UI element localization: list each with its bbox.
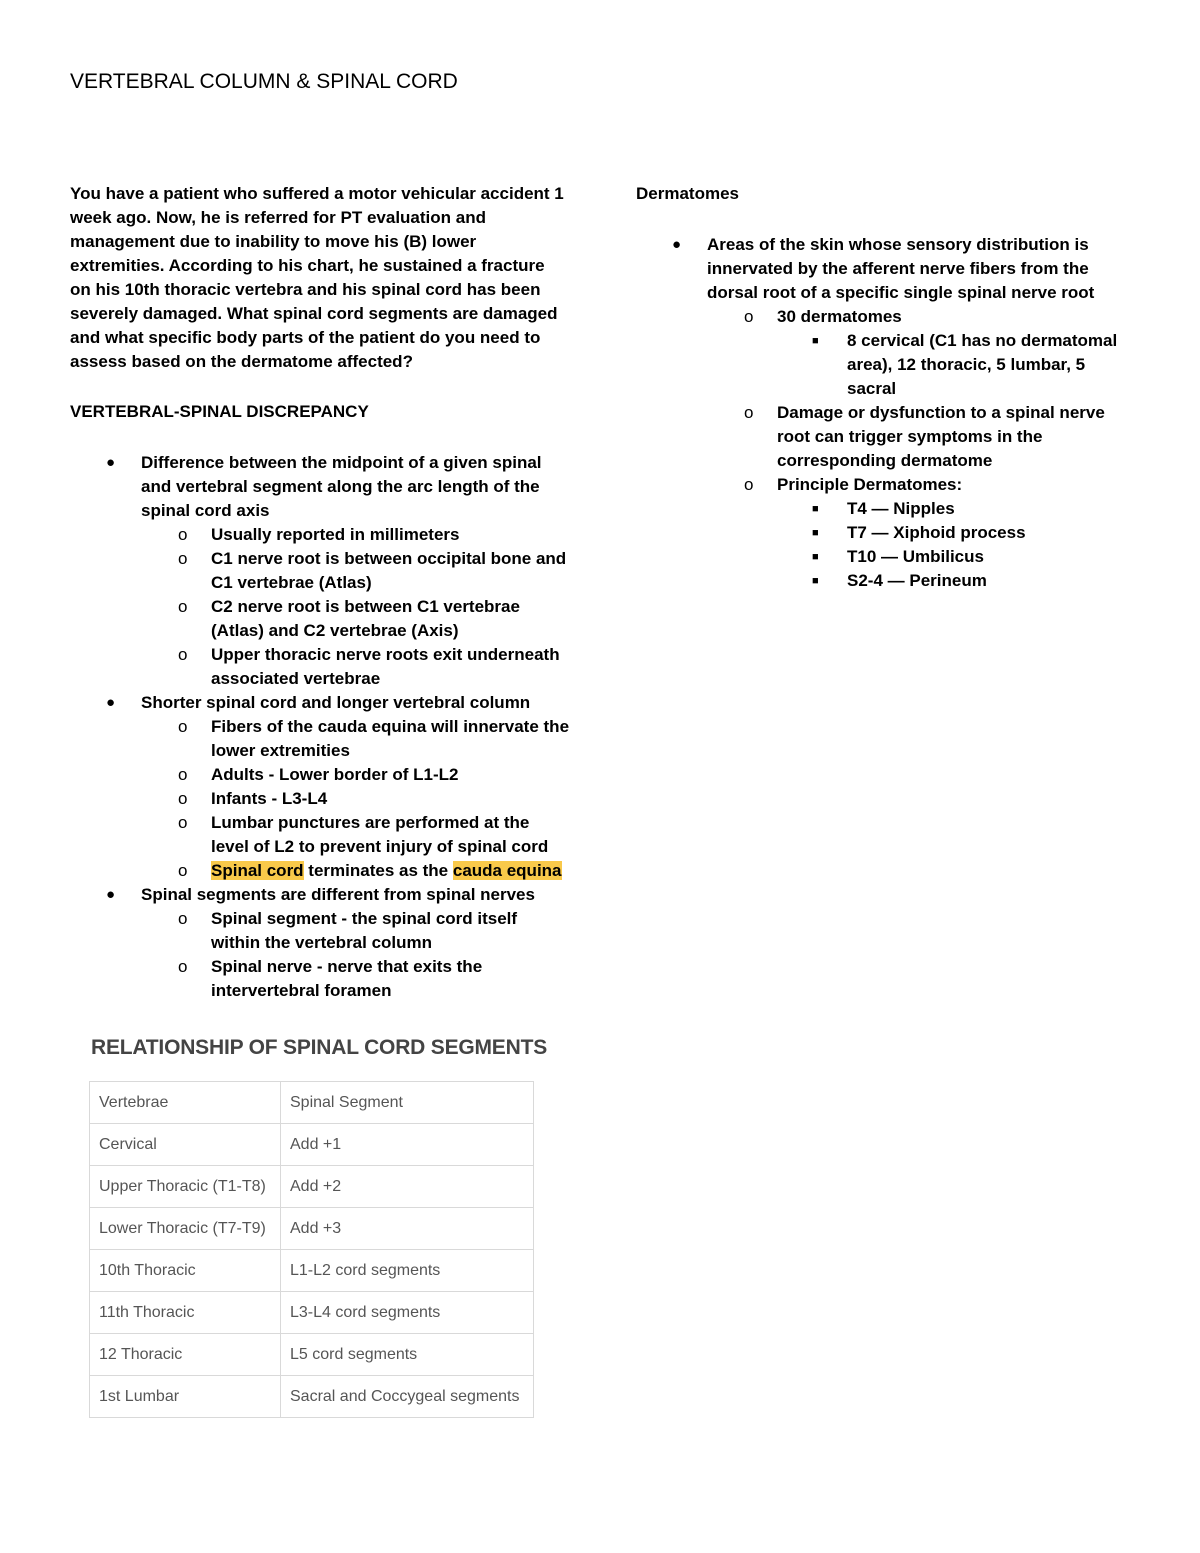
circle-bullet-icon: o [744, 307, 754, 326]
table-row [90, 1292, 534, 1334]
bullet-icon: ● [106, 454, 116, 471]
table-cell: Add +1 [281, 1124, 534, 1166]
list-item: o Fibers of the cauda equina will innervate the lower extremities [178, 717, 570, 760]
list-item: ■ 8 cervical (C1 has no dermatomal area), 12 thoracic, 5 lumbar, 5 sacral [812, 331, 1118, 398]
list-item: o Spinal segment - the spinal cord itself within the vertebral column [178, 909, 518, 952]
table-cell: Add +2 [281, 1166, 534, 1208]
square-bullet-icon: ■ [812, 335, 819, 347]
highlighted-text: Spinal cord [211, 861, 304, 880]
spinal-segment-table [89, 1081, 534, 1418]
highlighted-text: cauda equina [452, 861, 562, 880]
bullet-icon: ● [672, 236, 682, 253]
table-row [90, 1124, 534, 1166]
list-item: ● Areas of the skin whose sensory distribution is innervated by the afferent nerve fibers from the dorsal root of a specific single spinal nerve root o 30 dermatomes ■ 8 cervical (C1 has no dermatomal area), 12 thoracic, 5 lumbar, 5 sacral o Damage or dysfunction to a spinal nerve root can trigger symptoms in the corresponding dermatome o Principle Dermatomes: ■ T4 — Nipples ■ T7 — Xiphoid process ■ T10 — Umbilicus ■ S2-4 — Perineum [636, 233, 1136, 593]
discrepancy-heading: VERTEBRAL-SPINAL DISCREPANCY [70, 402, 369, 421]
table-cell: 12 Thoracic [90, 1334, 281, 1376]
table-row [90, 1250, 534, 1292]
circle-bullet-icon: o [178, 813, 188, 832]
table-cell: 1st Lumbar [90, 1376, 281, 1418]
circle-bullet-icon: o [178, 957, 188, 976]
table-title: RELATIONSHIP OF SPINAL CORD SEGMENTS [91, 1036, 548, 1059]
circle-bullet-icon: o [178, 717, 188, 736]
table-cell: 11th Thoracic [90, 1292, 281, 1334]
circle-bullet-icon: o [178, 861, 188, 880]
table-row [90, 1208, 534, 1250]
table-row [90, 1166, 534, 1208]
list-item: ■ T4 — Nipples [636, 497, 1136, 521]
table-cell: Cervical [90, 1124, 281, 1166]
list-item: o 30 dermatomes ■ 8 cervical (C1 has no dermatomal area), 12 thoracic, 5 lumbar, 5 sacral [636, 305, 1136, 401]
table-cell: Spinal Segment [281, 1082, 534, 1124]
right-column [636, 182, 1136, 593]
table-cell: Upper Thoracic (T1-T8) [90, 1166, 281, 1208]
square-bullet-icon: ■ [812, 503, 819, 515]
list-item: ■ T7 — Xiphoid process [636, 521, 1136, 545]
list-item: o Principle Dermatomes: ■ T4 — Nipples ■ T7 — Xiphoid process ■ T10 — Umbilicus ■ S2-4 — Perineum [636, 473, 1136, 593]
list-item: ■ S2-4 — Perineum [636, 569, 1136, 593]
table-cell: L3-L4 cord segments [281, 1292, 534, 1334]
table-row [90, 1082, 534, 1124]
circle-bullet-icon: o [178, 909, 188, 928]
table-cell: 10th Thoracic [90, 1250, 281, 1292]
discrepancy-list [70, 451, 570, 1003]
table-row [90, 1334, 534, 1376]
dermatomes-heading: Dermatomes [636, 184, 739, 203]
table-cell: Add +3 [281, 1208, 534, 1250]
list-item: o Infants - L3-L4 [70, 787, 570, 811]
table-cell: Lower Thoracic (T7-T9) [90, 1208, 281, 1250]
left-column [70, 182, 570, 1003]
table-cell: Sacral and Coccygeal segments [281, 1376, 534, 1418]
table-cell: L1-L2 cord segments [281, 1250, 534, 1292]
circle-bullet-icon: o [744, 403, 754, 422]
table-cell: L5 cord segments [281, 1334, 534, 1376]
list-item: ■ T10 — Umbilicus [636, 545, 1136, 569]
list-item: o Lumbar punctures are performed at the level of L2 to prevent injury of spinal cord [178, 813, 549, 856]
circle-bullet-icon: o [178, 789, 188, 808]
table-cell: Vertebrae [90, 1082, 281, 1124]
list-item: ● Spinal segments are different from spinal nerves o Spinal segment - the spinal cord itself within the vertebral column o Spinal nerve - nerve that exits the intervertebral foramen [70, 883, 570, 1003]
circle-bullet-icon: o [178, 765, 188, 784]
document-title: VERTEBRAL COLUMN & SPINAL CORD [70, 70, 458, 93]
list-item: o Adults - Lower border of L1-L2 [70, 763, 570, 787]
list-item: ● Difference between the midpoint of a given spinal and vertebral segment along the arc length of the spinal cord axis o Usually reported in millimeters o C1 nerve root is between occipital bone and C1 vertebrae (Atlas) o C2 nerve root is between C1 vertebrae (Atlas) and C2 vertebrae (Axis) o Upper thoracic nerve roots exit underneath associated vertebrae [70, 451, 570, 691]
list-item: o C2 nerve root is between C1 vertebrae (Atlas) and C2 vertebrae (Axis) [178, 597, 520, 640]
square-bullet-icon: ■ [812, 527, 819, 539]
square-bullet-icon: ■ [812, 551, 819, 563]
square-bullet-icon: ■ [812, 575, 819, 587]
case-question: You have a patient who suffered a motor vehicular accident 1 week ago. Now, he is referred for PT evaluation and management due to inability to move his (B) lower extremities. According to his chart, he sustained a fracture on his 10th thoracic vertebra and his spinal cord has been severely damaged. What spinal cord segments are damaged and what specific body parts of the patient do you need to assess based on the dermatome affected? [70, 184, 564, 371]
list-item: o Damage or dysfunction to a spinal nerve root can trigger symptoms in the corresponding dermatome [744, 403, 1105, 470]
bullet-icon: ● [106, 694, 116, 711]
list-item: o Spinal cord terminates as the cauda equina [70, 859, 570, 883]
list-item: o C1 nerve root is between occipital bone and C1 vertebrae (Atlas) [178, 549, 567, 592]
list-item: o Usually reported in millimeters [70, 523, 570, 547]
circle-bullet-icon: o [178, 645, 188, 664]
circle-bullet-icon: o [178, 525, 188, 544]
list-item: o Upper thoracic nerve roots exit underneath associated vertebrae [178, 645, 560, 688]
circle-bullet-icon: o [178, 597, 188, 616]
list-item: o Spinal nerve - nerve that exits the intervertebral foramen [178, 957, 483, 1000]
list-item: ● Shorter spinal cord and longer vertebral column o Fibers of the cauda equina will innervate the lower extremities o Adults - Lower border of L1-L2 o Infants - L3-L4 o Lumbar punctures are performed at the level of L2 to prevent injury of spinal cord o Spinal cord terminates as the cauda equina [70, 691, 570, 883]
bullet-icon: ● [106, 886, 116, 903]
circle-bullet-icon: o [744, 475, 754, 494]
circle-bullet-icon: o [178, 549, 188, 568]
dermatomes-list [636, 233, 1136, 593]
table-row [90, 1376, 534, 1418]
